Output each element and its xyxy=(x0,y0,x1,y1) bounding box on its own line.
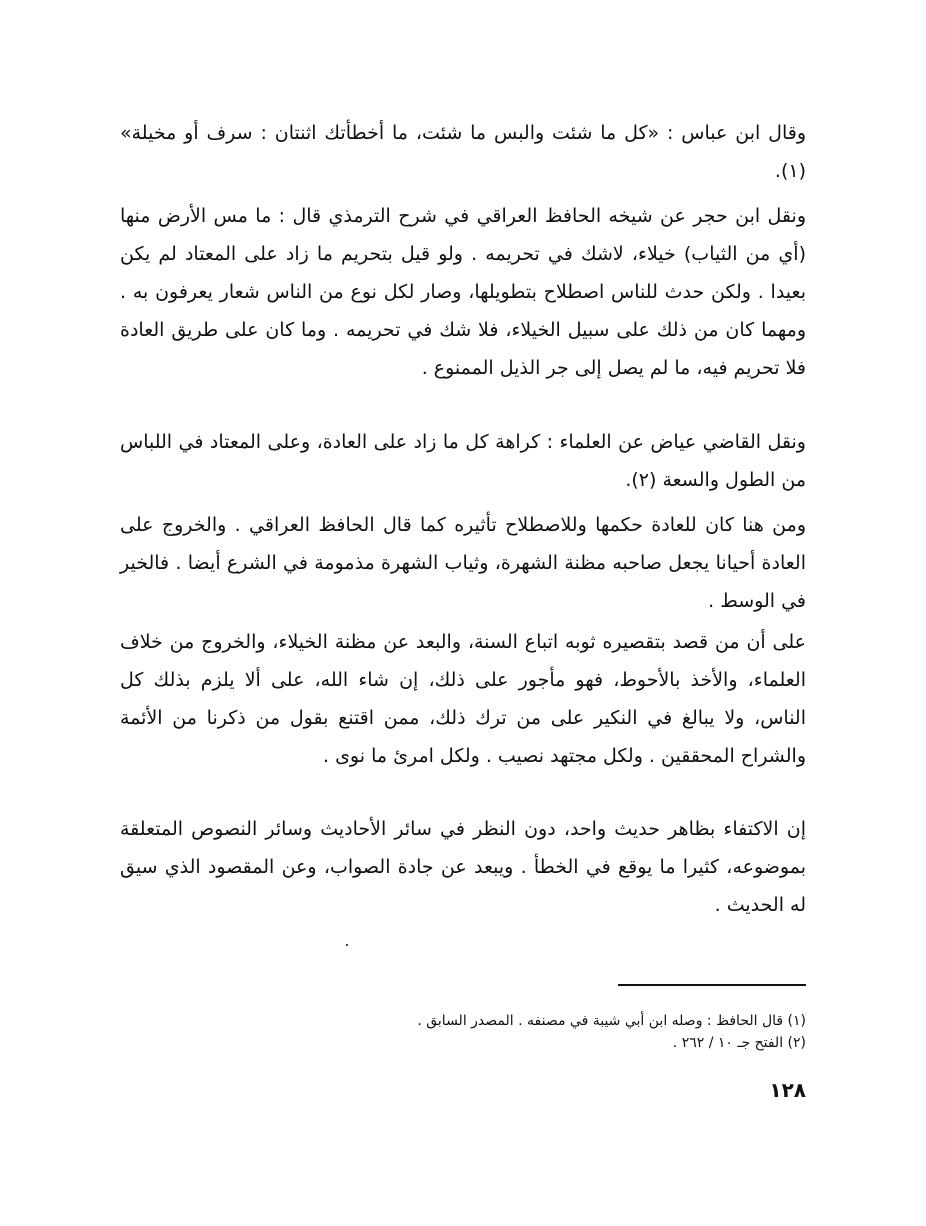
paragraph-custom: ومن هنا كان للعادة حكمها وللاصطلاح تأثيره كما قال الحافظ العراقي . والخروج على العادة أحيانا يجعل صاحبه مظنة الشهرة، وثياب الشهرة مذمومة في الشرع أيضا . فالخير في الوسط . xyxy=(120,514,806,612)
footnote-1: (١) قال الحافظ : وصله ابن أبي شيبة في مصنفه . المصدر السابق . xyxy=(417,1013,806,1029)
footnotes xyxy=(120,1010,806,1054)
paragraph-ibn-hajar: ونقل ابن حجر عن شيخه الحافظ العراقي في شرح الترمذي قال : ما مس الأرض منها (أي من الثياب) خيلاء، لاشك في تحريمه . ولو قيل بتحريم ما زاد على المعتاد لم يكن بعيدا . ولكن حدث للناس اصطلاح بتطويلها، وصار لكل نوع من الناس شعار يعرفون به . ومهما كان من ذلك على سبيل الخيلاء، فلا شك في تحريمه . وما كان على طريق العادة فلا تحريم فيه، ما لم يصل إلى جر الذيل الممنوع . xyxy=(120,205,806,379)
paragraph-shortening: على أن من قصد بتقصيره ثوبه اتباع السنة، والبعد عن مظنة الخيلاء، والخروج من خلاف العلماء، والأخذ بالأحوط، فهو مأجور على ذلك، إن شاء الله، على ألا يلزم بذلك كل الناس، ولا يبالغ في النكير على من ترك ذلك، ممن اقتنع بقول من ذكرنا من الأئمة والشراح المحققين . ولكل مجتهد نصيب . ولكل امرئ ما نوى . xyxy=(120,631,806,767)
footnote-2: (٢) الفتح جـ ١٠ / ٢٦٢ . xyxy=(672,1035,806,1051)
paragraph-conclusion: إن الاكتفاء بظاهر حديث واحد، دون النظر في سائر الأحاديث وسائر النصوص المتعلقة بموضوعه، كثيرا ما يوقع في الخطأ . ويبعد عن جادة الصواب، وعن المقصود الذي سيق له الحديث . xyxy=(120,818,806,916)
scan-speck xyxy=(346,944,348,946)
paragraph-qadi-iyad: ونقل القاضي عياض عن العلماء : كراهة كل ما زاد على العادة، وعلى المعتاد في اللباس من الطول والسعة (٢). xyxy=(120,431,806,491)
paragraph-ibn-abbas: وقال ابن عباس : «كل ما شئت والبس ما شئت، ما أخطأتك اثنتان : سرف أو مخيلة» (١). xyxy=(120,122,806,182)
footnote-divider xyxy=(618,984,806,986)
page-number: ١٢٨ xyxy=(769,1078,806,1102)
